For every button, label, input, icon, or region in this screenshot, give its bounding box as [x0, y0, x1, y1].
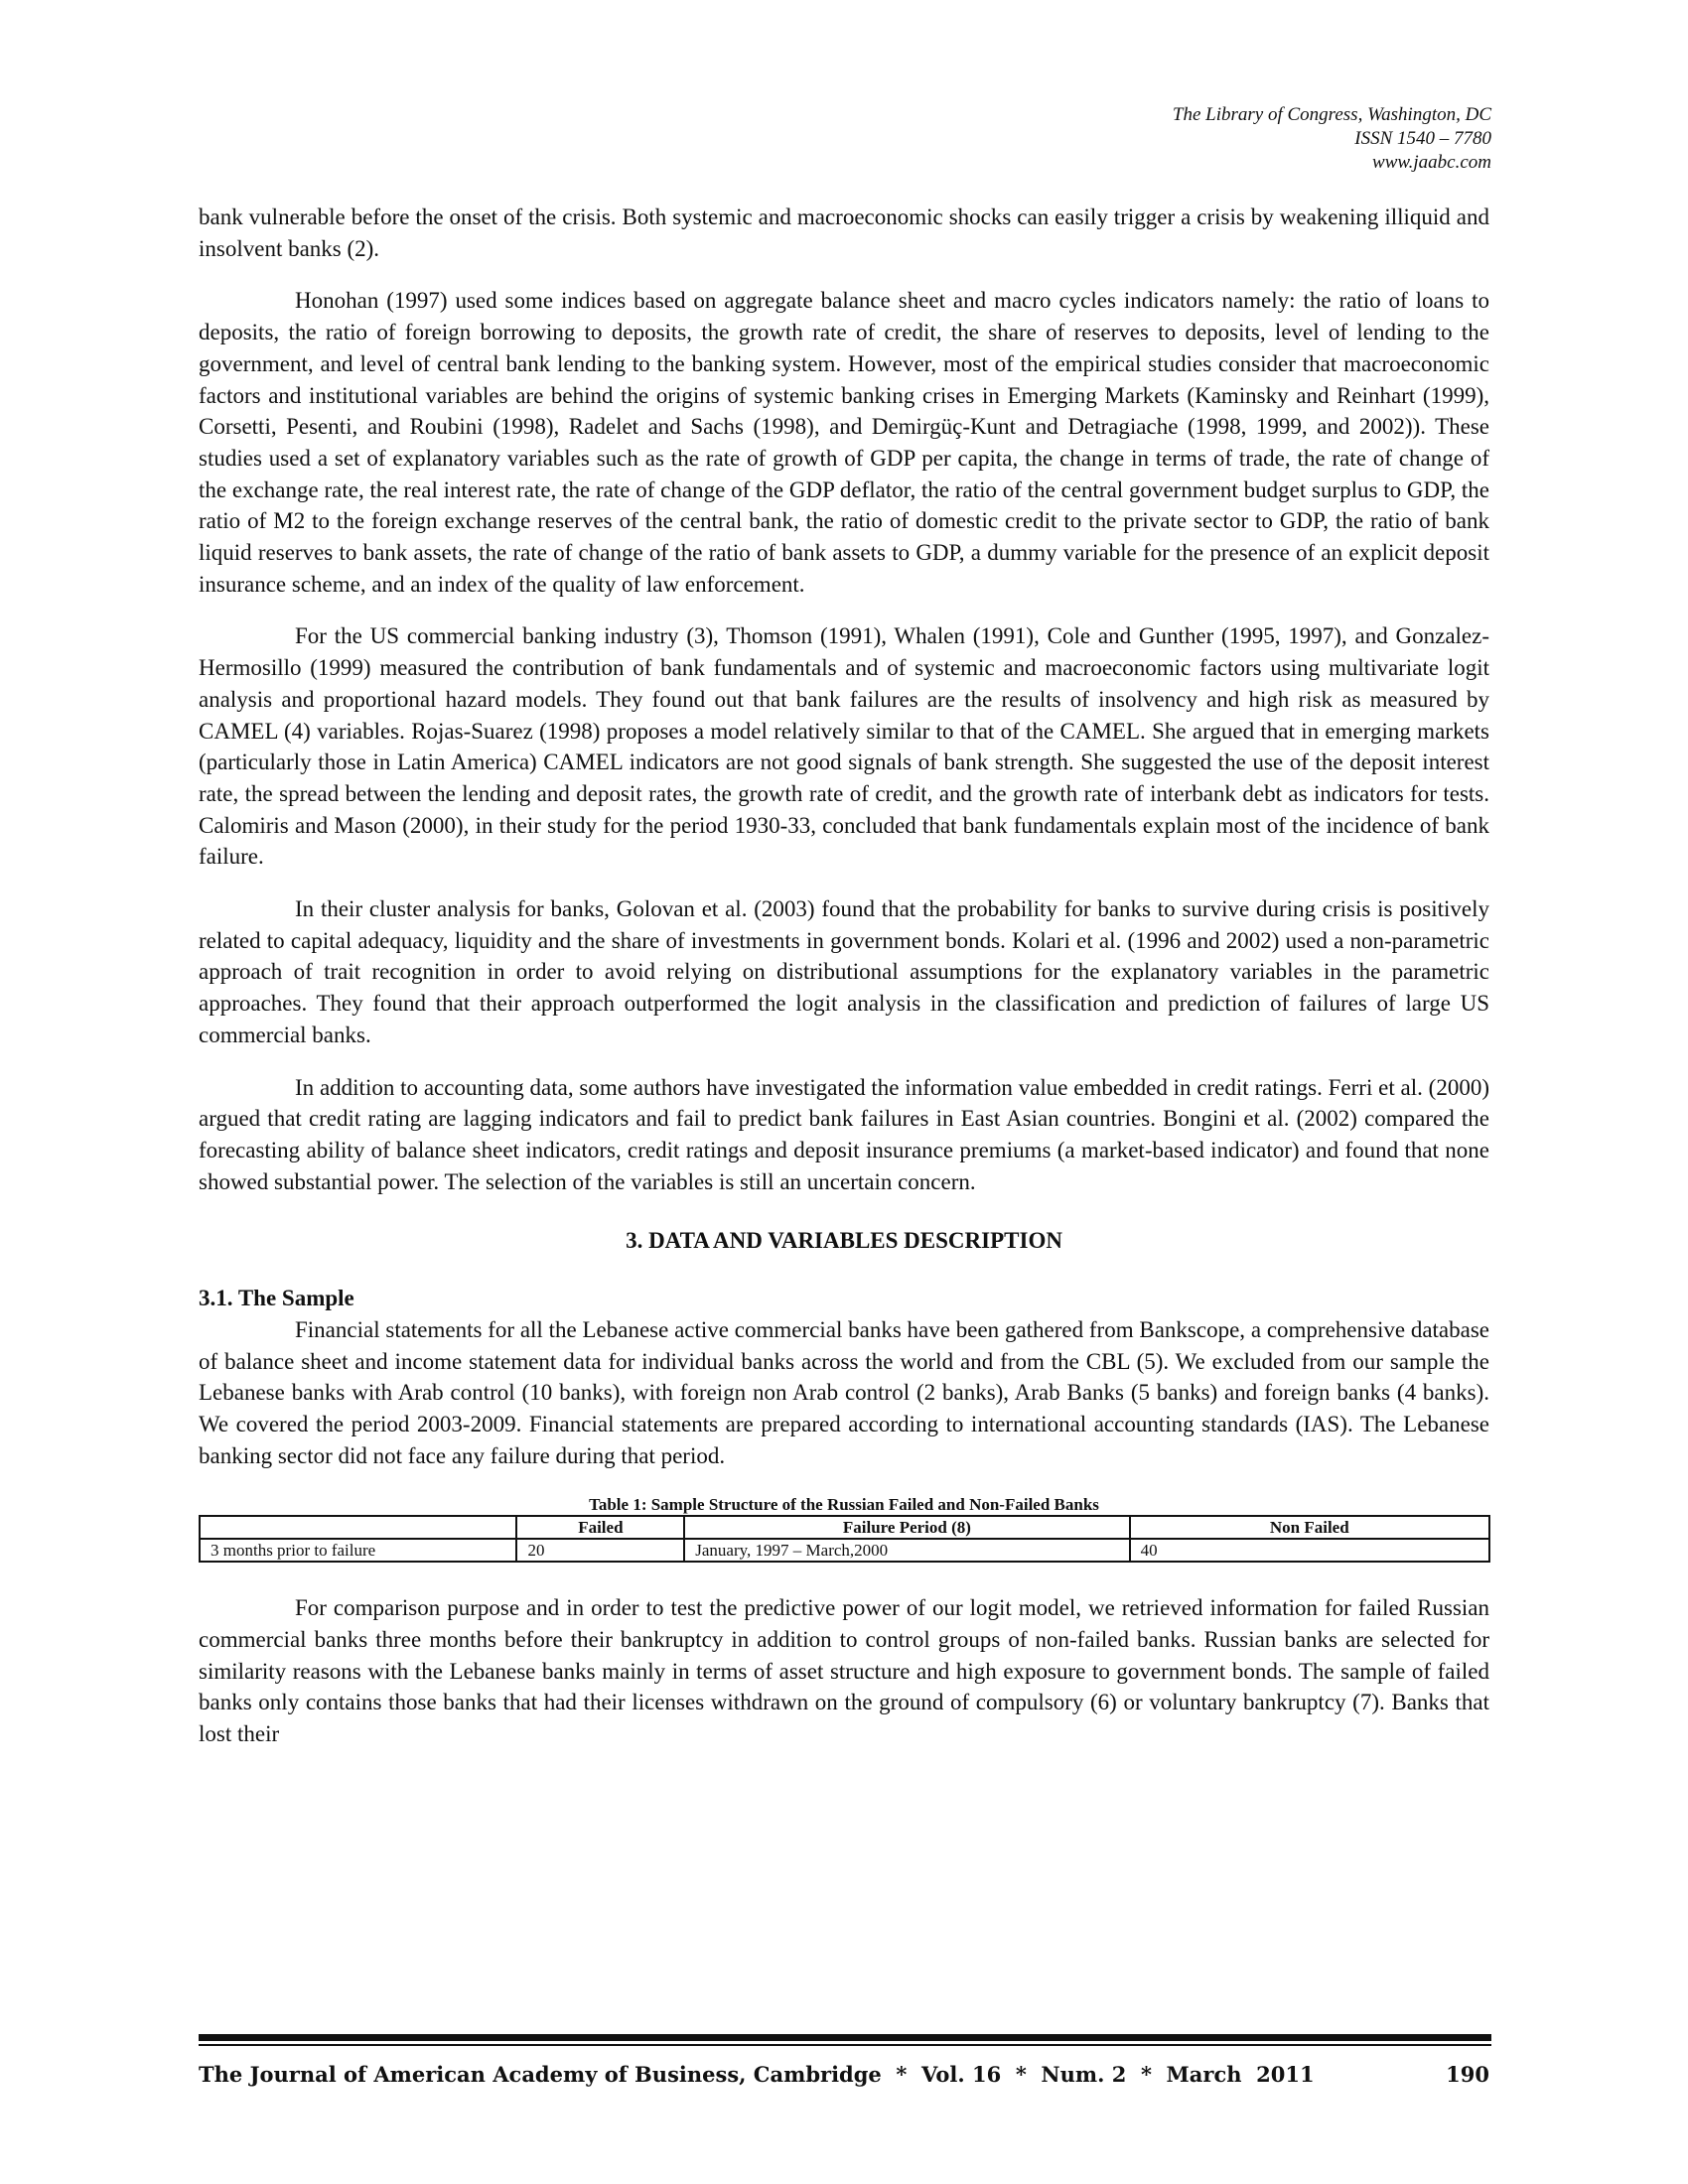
footer-journal: The Journal of American Academy of Business, Cambridge * Vol. 16 * Num. 2 * March 2011 [199, 2062, 1315, 2087]
paragraph-5: In addition to accounting data, some authors have investigated the information value embedded in credit ratings. Ferri et al. (2000) argued that credit rating are lagging indicators and fail to predict bank failures in East Asian countries. Bongini et al. (2002) compared the forecasting ability of balance sheet indicators, credit ratings and deposit insurance premiums (a market-based indicator) and found that none showed substantial power. The selection of the variables is still an uncertain concern. [199, 1074, 1489, 1194]
header-line-2: ISSN 1540 – 7780 [1354, 128, 1491, 149]
section-heading: 3. DATA AND VARIABLES DESCRIPTION [626, 1228, 1062, 1254]
table-cell: 3 months prior to failure [200, 1539, 516, 1562]
page-number: 190 [1446, 2062, 1489, 2087]
header-line-3: www.jaabc.com [1372, 152, 1491, 173]
paragraph-3: For the US commercial banking industry (3), Thomson (1991), Whalen (1991), Cole and Gunther (1995, 1997), and Gonzalez-Hermosillo (1999) measured the contribution of bank fundamentals and of systemic and macroeconomic factors using multivariate logit analysis and proportional hazard models. They found out that bank failures are the results of insolvency and high risk as measured by CAMEL (4) variables. Rojas-Suarez (1998) proposes a model relatively similar to that of the CAMEL. She argued that in emerging markets (particularly those in Latin America) CAMEL indicators are not good signals of bank strength. She suggested the use of the deposit interest rate, the spread between the lending and deposit rates, the growth rate of credit, and the growth rate of interbank debt as indicators for tests. Calomiris and Mason (2000), in their study for the period 1930-33, concluded that bank fundamentals explain most of the incidence of bank failure. [199, 623, 1489, 870]
table-row [200, 1539, 1489, 1562]
table-header-cell: Failed [516, 1516, 684, 1539]
table-header-cell [200, 1516, 516, 1539]
subsection-heading: 3.1. The Sample [199, 1286, 354, 1311]
footer-rule-thick [199, 2034, 1491, 2041]
table-caption: Table 1: Sample Structure of the Russian Failed and Non-Failed Banks [589, 1495, 1099, 1515]
table-header-cell: Non Failed [1130, 1516, 1489, 1539]
footer-rule-thin [199, 2044, 1491, 2046]
page-body [199, 202, 1489, 1750]
page-header [1173, 103, 1491, 175]
paragraph-6: Financial statements for all the Lebanese active commercial banks have been gathered from Bankscope, a comprehensive database of balance sheet and income statement data for individual banks across the world and from the CBL (5). We excluded from our sample the Lebanese banks with Arab control (10 banks), with foreign non Arab control (2 banks), Arab Banks (5 banks) and foreign banks (4 banks). We covered the period 2003-2009. Financial statements are prepared according to international accounting standards (IAS). The Lebanese banking sector did not face any failure during that period. [199, 1316, 1489, 1468]
paragraph-4: In their cluster analysis for banks, Golovan et al. (2003) found that the probability for banks to survive during crisis is positively related to capital adequacy, liquidity and the share of investments in government bonds. Kolari et al. (1996 and 2002) used a non-parametric approach of trait recognition in order to avoid relying on distributional assumptions for the explanatory variables in the parametric approaches. They found that their approach outperformed the logit analysis in the classification and prediction of failures of large US commercial banks. [199, 896, 1489, 1047]
table-header-cell: Failure Period (8) [684, 1516, 1129, 1539]
header-line-1: The Library of Congress, Washington, DC [1172, 104, 1491, 125]
table-cell: January, 1997 – March,2000 [684, 1539, 1129, 1562]
table-cell: 20 [516, 1539, 684, 1562]
sample-structure-table [199, 1515, 1490, 1563]
table-cell: 40 [1130, 1539, 1489, 1562]
paragraph-7: For comparison purpose and in order to test the predictive power of our logit model, we retrieved information for failed Russian commercial banks three months before their bankruptcy in addition to control groups of non-failed banks. Russian banks are selected for similarity reasons with the Lebanese banks mainly in terms of asset structure and high exposure to government bonds. The sample of failed banks only contains those banks that had their licenses withdrawn on the ground of compulsory (6) or voluntary bankruptcy (7). Banks that lost their [199, 1595, 1489, 1747]
table-header-row [200, 1516, 1489, 1539]
paragraph-1: bank vulnerable before the onset of the crisis. Both systemic and macroeconomic shocks can easily trigger a crisis by weakening illiquid and insolvent banks (2). [199, 205, 1489, 261]
paragraph-2: Honohan (1997) used some indices based on aggregate balance sheet and macro cycles indicators namely: the ratio of loans to deposits, the ratio of foreign borrowing to deposits, the growth rate of credit, the share of reserves to deposits, level of lending to the government, and level of central bank lending to the banking system. However, most of the empirical studies consider that macroeconomic factors and institutional variables are behind the origins of systemic banking crises in Emerging Markets (Kaminsky and Reinhart (1999), Corsetti, Pesenti, and Roubini (1998), Radelet and Sachs (1998), and Demirgüç-Kunt and Detragiache (1998, 1999, and 2002)). These studies used a set of explanatory variables such as the rate of growth of GDP per capita, the change in terms of trade, the rate of change of the exchange rate, the real interest rate, the rate of change of the GDP deflator, the ratio of the central government budget surplus to GDP, the ratio of M2 to the foreign exchange reserves of the central bank, the ratio of domestic credit to the private sector to GDP, the ratio of bank liquid reserves to bank assets, the rate of change of the ratio of bank assets to GDP, a dummy variable for the presence of an explicit deposit insurance scheme, and an index of the quality of law enforcement. [199, 288, 1489, 597]
